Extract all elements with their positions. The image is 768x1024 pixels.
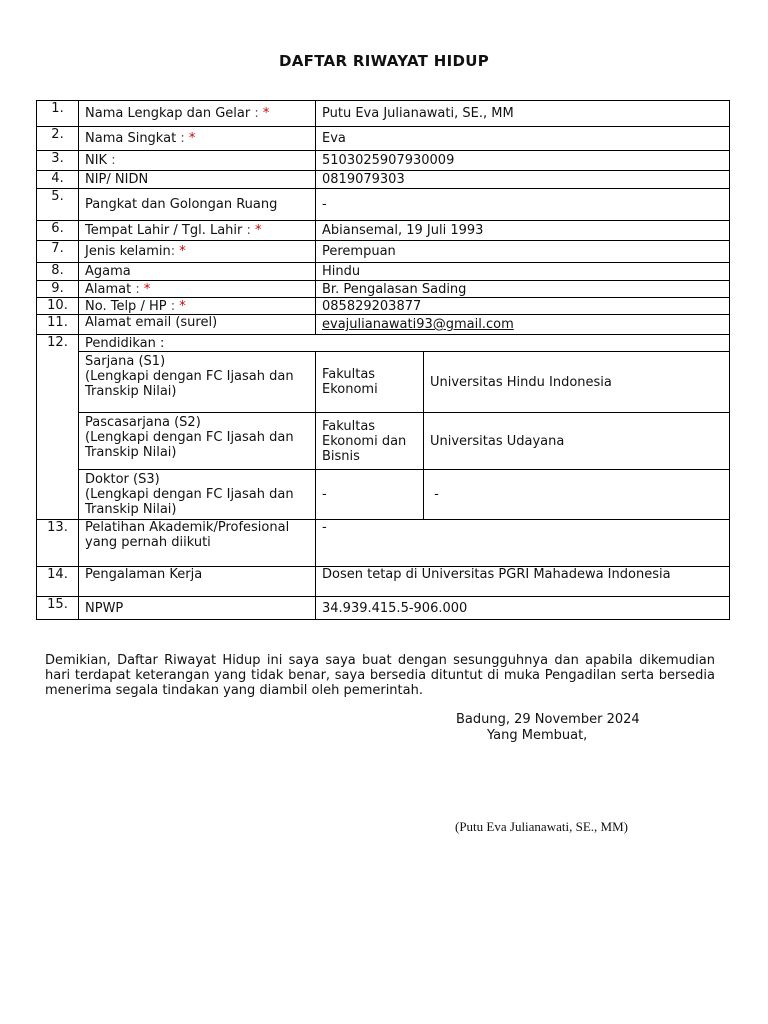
place-date: Badung, 29 November 2024 <box>456 712 640 727</box>
field-label: Pelatihan Akademik/Profesional yang pernah diikuti <box>79 520 316 567</box>
label-text: No. Telp / HP <box>85 298 167 314</box>
field-value: - <box>316 520 730 567</box>
field-value: Dosen tetap di Universitas PGRI Mahadewa Indonesia <box>316 567 730 597</box>
label-text: Tempat Lahir / Tgl. Lahir <box>85 223 243 238</box>
field-value: Hindu <box>316 263 730 281</box>
table-row <box>37 101 730 127</box>
education-level <box>79 352 316 413</box>
level-name: Sarjana (S1) <box>85 354 166 369</box>
table-row <box>37 171 730 189</box>
field-label: Pangkat dan Golongan Ruang <box>79 189 316 221</box>
required-star: * <box>255 223 262 238</box>
education-row <box>37 470 730 520</box>
required-star: * <box>179 298 186 314</box>
row-number: 13. <box>37 520 79 567</box>
field-label <box>79 101 316 127</box>
field-label: NIP/ NIDN <box>79 171 316 189</box>
field-value <box>316 315 730 335</box>
colon: : <box>246 223 251 238</box>
education-faculty: - <box>316 470 424 520</box>
education-row <box>37 352 730 413</box>
row-number: 2. <box>37 127 79 151</box>
declaration-statement: Demikian, Daftar Riwayat Hidup ini saya saya buat dengan sesungguhnya dan apabila dikemudian hari terdapat keterangan yang tidak benar, saya bersedia dituntut di muka Pengadilan serta bersedia menerima segala tindakan yang diambil oleh pemerintah. <box>45 653 715 698</box>
field-value: Eva <box>316 127 730 151</box>
level-note: (Lengkapi dengan FC Ijasah dan Transkip Nilai) <box>85 369 294 399</box>
row-number: 7. <box>37 241 79 263</box>
level-name: Pascasarjana (S2) <box>85 415 201 430</box>
row-number: 10. <box>37 298 79 315</box>
field-value: Putu Eva Julianawati, SE., MM <box>316 101 730 127</box>
table-row <box>37 189 730 221</box>
row-number: 3. <box>37 151 79 171</box>
field-value: Perempuan <box>316 241 730 263</box>
required-star: * <box>143 281 151 297</box>
field-value: Abiansemal, 19 Juli 1993 <box>316 221 730 241</box>
field-label <box>79 151 316 171</box>
colon: : <box>254 106 259 121</box>
table-row <box>37 151 730 171</box>
signature-name: (Putu Eva Julianawati, SE., MM) <box>455 819 628 834</box>
colon: : <box>170 298 176 314</box>
field-value: 5103025907930009 <box>316 151 730 171</box>
level-name: Doktor (S3) <box>85 472 160 487</box>
maker-label: Yang Membuat, <box>487 728 588 743</box>
row-number: 4. <box>37 171 79 189</box>
education-level <box>79 470 316 520</box>
label-text: Nama Lengkap dan Gelar <box>85 106 251 121</box>
colon: : <box>180 131 185 146</box>
education-header: Pendidikan : <box>79 335 730 352</box>
row-number: 15. <box>37 597 79 620</box>
row-number: 12. <box>37 335 79 520</box>
colon: : <box>170 244 176 259</box>
label-text: Jenis kelamin <box>85 244 171 259</box>
table-row <box>37 127 730 151</box>
education-row <box>37 413 730 470</box>
row-number: 8. <box>37 263 79 281</box>
field-label: NPWP <box>79 597 316 620</box>
field-value: Br. Pengalasan Sading <box>316 281 730 298</box>
field-value: 0819079303 <box>316 171 730 189</box>
table-row <box>37 298 730 315</box>
table-row <box>37 241 730 263</box>
required-star: * <box>188 131 196 146</box>
level-note: (Lengkapi dengan FC Ijasah dan Transkip Nilai) <box>85 487 294 517</box>
education-university: Universitas Udayana <box>424 413 730 470</box>
field-label: Pengalaman Kerja <box>79 567 316 597</box>
required-star: * <box>179 244 186 259</box>
field-label <box>79 281 316 298</box>
field-label: Agama <box>79 263 316 281</box>
document-title: DAFTAR RIWAYAT HIDUP <box>278 52 490 70</box>
label-text: Alamat <box>85 281 132 297</box>
field-label <box>79 221 316 241</box>
required-star: * <box>262 106 270 121</box>
education-university: - <box>424 470 730 520</box>
table-row <box>37 221 730 241</box>
field-label: Alamat email (surel) <box>79 315 316 335</box>
education-level <box>79 413 316 470</box>
table-row <box>37 520 730 567</box>
field-value: - <box>316 189 730 221</box>
field-value: 34.939.415.5-906.000 <box>316 597 730 620</box>
table-row <box>37 567 730 597</box>
table-row <box>37 281 730 298</box>
row-number: 9. <box>37 281 79 298</box>
colon: : <box>135 281 140 297</box>
cv-table <box>36 100 730 620</box>
education-faculty: Fakultas Ekonomi <box>316 352 424 413</box>
row-number: 6. <box>37 221 79 241</box>
field-label <box>79 298 316 315</box>
row-number: 1. <box>37 101 79 127</box>
email-link[interactable]: evajulianawati93@gmail.com <box>322 317 514 332</box>
table-row <box>37 335 730 352</box>
label-text: Nama Singkat <box>85 131 177 146</box>
table-row <box>37 597 730 620</box>
row-number: 5. <box>37 189 79 221</box>
education-faculty: Fakultas Ekonomi dan Bisnis <box>316 413 424 470</box>
field-label <box>79 127 316 151</box>
education-university: Universitas Hindu Indonesia <box>424 352 730 413</box>
colon: : <box>111 153 116 168</box>
table-row <box>37 315 730 335</box>
row-number: 11. <box>37 315 79 335</box>
level-note: (Lengkapi dengan FC Ijasah dan Transkip Nilai) <box>85 430 294 460</box>
table-row <box>37 263 730 281</box>
field-value: 085829203877 <box>316 298 730 315</box>
row-number: 14. <box>37 567 79 597</box>
label-text: NIK <box>85 153 108 168</box>
field-label <box>79 241 316 263</box>
